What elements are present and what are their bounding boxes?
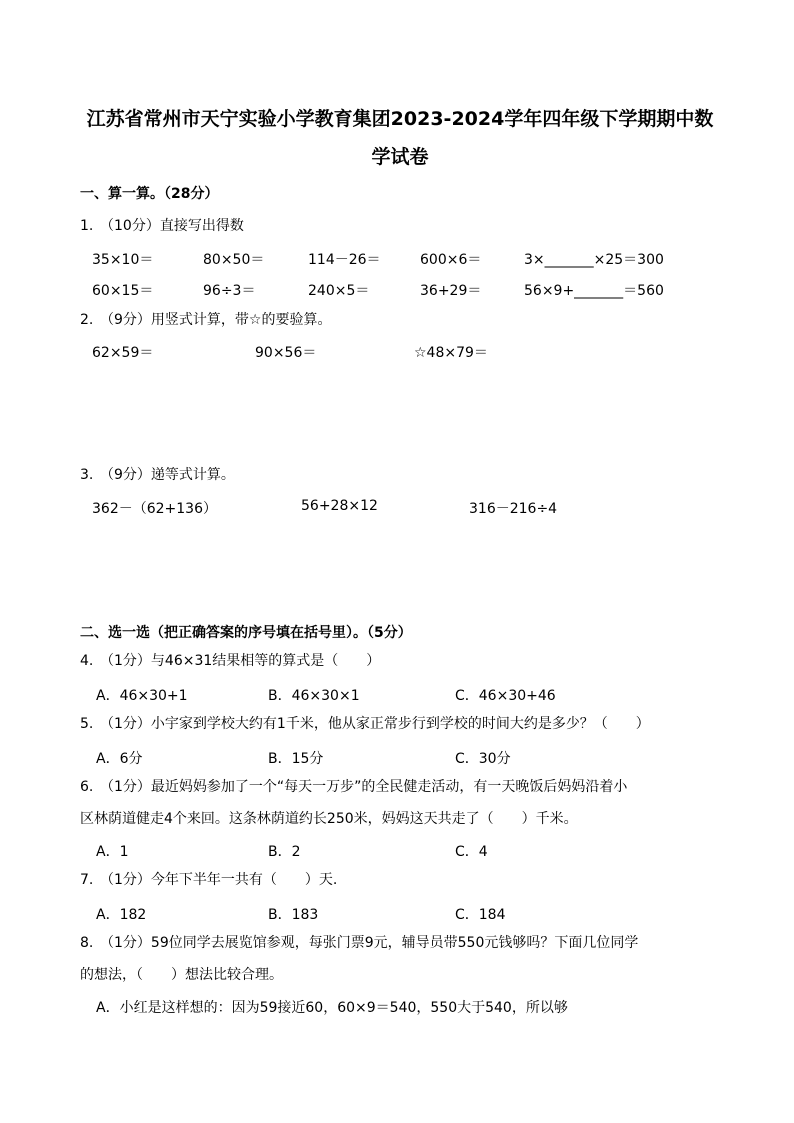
exam-title	[70, 100, 730, 176]
vertical-calc-item: ☆48×79＝	[414, 345, 488, 361]
step-calc-item: 316－216÷4	[469, 501, 558, 517]
question-text: （1分）小宇家到学校大约有1千米，他从家正常步行到学校的时间大约是多少？（ ）	[100, 716, 650, 732]
question-text: （1分）与46×31结果相等的算式是（ ）	[100, 653, 381, 669]
question-4	[80, 645, 724, 677]
oral-calc-item: 96÷3＝	[203, 283, 256, 299]
step-calc-item: 56+28×12	[301, 498, 378, 514]
option-c: C．184	[455, 907, 506, 923]
question-text-continued: 的想法，（ ）想法比较合理。	[80, 967, 283, 983]
question-number: 1.	[80, 218, 94, 234]
oral-calc-item: 80×50＝	[203, 252, 265, 268]
oral-calc-item: 3×_______×25＝300	[524, 252, 664, 268]
question-6	[80, 771, 724, 835]
section-2-heading: 二、选一选（把正确答案的序号填在括号里）。（5分）	[80, 625, 412, 641]
option-a: A．46×30+1	[96, 688, 188, 704]
question-text: （1分）59位同学去展览馆参观，每张门票9元，辅导员带550元钱够吗？下面几位同学	[100, 935, 639, 951]
option-c: C．30分	[455, 751, 511, 767]
section-1-heading: 一、算一算。（28分）	[80, 186, 219, 202]
question-3	[80, 459, 724, 491]
question-8	[80, 927, 724, 991]
option-a: A．小红是这样想的：因为59接近60，60×9＝540，550大于540，所以够	[96, 1000, 568, 1016]
question-text: （10分）直接写出得数	[100, 218, 244, 234]
question-text: （9分）用竖式计算，带☆的要验算。	[100, 312, 332, 328]
question-number: 7.	[80, 872, 94, 888]
question-2	[80, 304, 724, 336]
option-a: A．6分	[96, 751, 143, 767]
oral-calc-item: 240×5＝	[308, 283, 370, 299]
question-number: 4.	[80, 653, 94, 669]
question-number: 3.	[80, 467, 94, 483]
step-calc-item: 362－（62+136）	[92, 501, 217, 517]
oral-calc-item: 36+29＝	[420, 283, 482, 299]
question-number: 2.	[80, 312, 94, 328]
question-text: （9分）递等式计算。	[100, 467, 235, 483]
option-b: B．183	[268, 907, 319, 923]
question-5	[80, 708, 724, 740]
vertical-calc-item: 62×59＝	[92, 345, 154, 361]
option-b: B．2	[268, 844, 301, 860]
oral-calc-item: 56×9+_______＝560	[524, 283, 664, 299]
option-a: A．1	[96, 844, 129, 860]
option-c: C．4	[455, 844, 488, 860]
question-1	[80, 210, 724, 242]
question-text: （1分）今年下半年一共有（ ）天.	[100, 872, 338, 888]
oral-calc-item: 60×15＝	[92, 283, 154, 299]
option-b: B．15分	[268, 751, 324, 767]
question-7	[80, 864, 724, 896]
question-number: 5.	[80, 716, 94, 732]
question-number: 8.	[80, 935, 94, 951]
oral-calc-item: 600×6＝	[420, 252, 482, 268]
question-text: （1分）最近妈妈参加了一个“每天一万步”的全民健走活动，有一天晚饭后妈妈沿着小	[100, 779, 628, 795]
option-b: B．46×30×1	[268, 688, 360, 704]
title-line-2: 学试卷	[371, 146, 429, 168]
option-c: C．46×30+46	[455, 688, 556, 704]
vertical-calc-item: 90×56＝	[255, 345, 317, 361]
oral-calc-item: 114－26＝	[308, 252, 381, 268]
title-line-1: 江苏省常州市天宁实验小学教育集团2023-2024学年四年级下学期期中数	[86, 108, 714, 130]
oral-calc-item: 35×10＝	[92, 252, 154, 268]
question-number: 6.	[80, 779, 94, 795]
question-text-continued: 区林荫道健走4个来回。这条林荫道约长250米，妈妈这天共走了（ ）千米。	[80, 811, 578, 827]
option-a: A．182	[96, 907, 147, 923]
